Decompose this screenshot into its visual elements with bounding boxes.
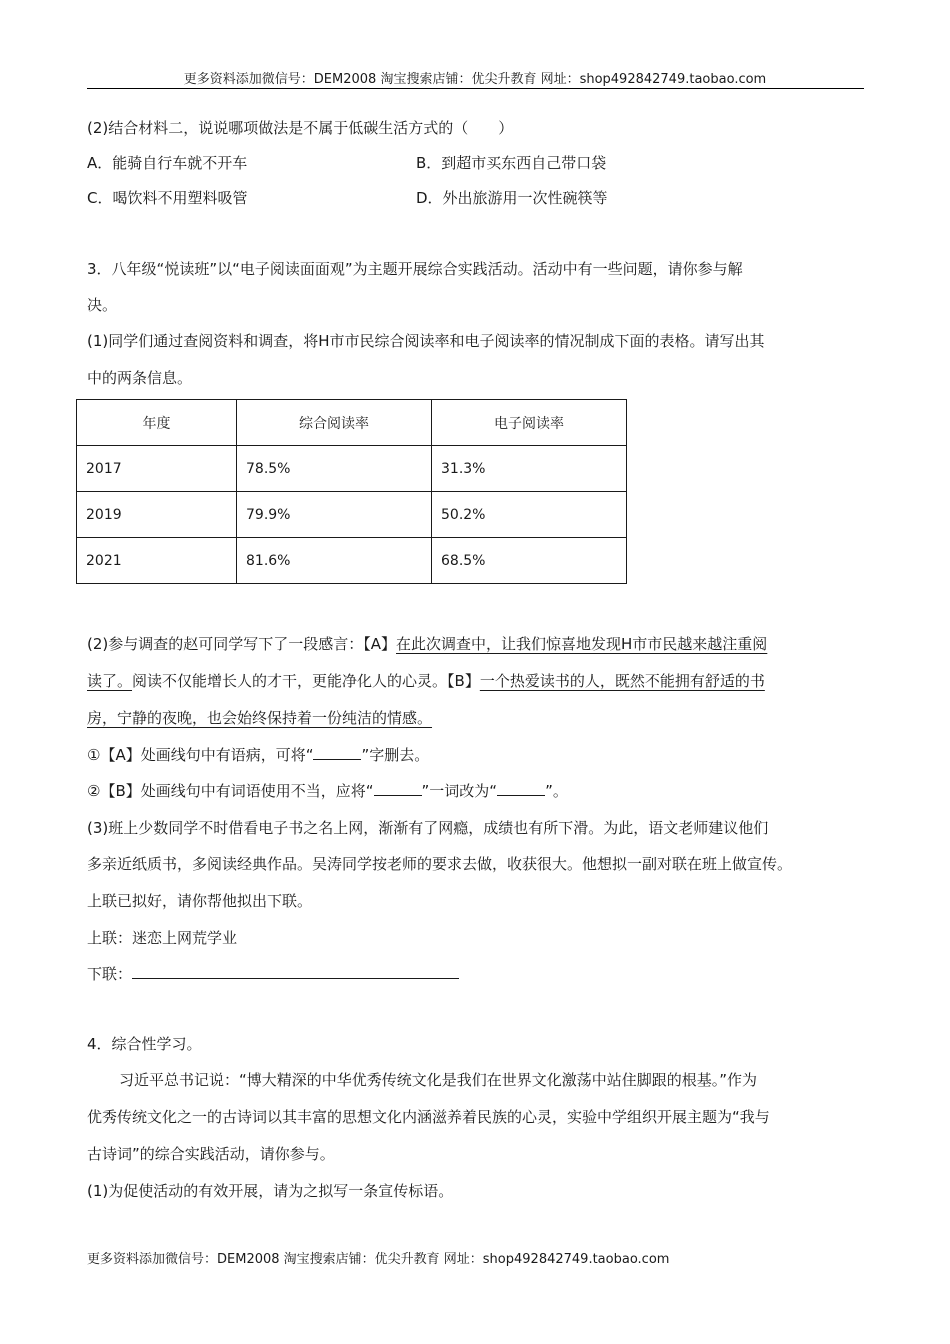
answer-blank[interactable] [313,745,361,760]
q3-sub1-line1: (1)同学们通过查阅资料和调查，将H市市民综合阅读率和电子阅读率的情况制成下面的表格。请写出其 [87,332,765,350]
header-year: 年度 [77,400,237,446]
mark-b: 【B】 [447,672,480,690]
lower-couplet: 下联： [87,963,459,984]
q3-sub2-line1 [87,633,767,654]
q4-para2: 优秀传统文化之一的古诗词以其丰富的思想文化内涵滋养着民族的心灵，实验中学组织开展主题为“我与 [87,1108,770,1126]
cell-digital-rate: 31.3% [432,446,627,492]
q4-para1: 习近平总书记说：“博大精深的中华优秀传统文化是我们在世界文化激荡中站住脚跟的根基。”作为 [119,1071,758,1089]
reading-rate-table [76,399,627,584]
cell-overall-rate: 79.9% [237,492,432,538]
option-c: C．喝饮料不用塑料吸管 [87,189,248,207]
answer-blank[interactable] [132,964,459,979]
sentence-b-part1: 一个热爱读书的人，既然不能拥有舒适的书 [479,672,765,690]
q3-line1: 3．八年级“悦读班”以“电子阅读面面观”为主题开展综合实践活动。活动中有一些问题，请你参与解 [87,260,743,278]
q3-sub1-line2: 中的两条信息。 [87,369,193,387]
q3-sub2-line3 [87,707,432,728]
header-digital-rate: 电子阅读率 [432,400,627,446]
cell-year: 2017 [77,446,237,492]
q3-item2: ②【B】处画线句中有词语使用不当，应将“ ”一词改为“ ”。 [87,782,568,800]
table-row [77,446,627,492]
cell-overall-rate: 81.6% [237,538,432,584]
header-divider [87,88,864,89]
cell-year: 2019 [77,492,237,538]
sentence-b-part2: 房，宁静的夜晚，也会始终保持着一份纯洁的情感。 [87,709,433,727]
upper-couplet: 上联：迷恋上网荒学业 [87,929,238,947]
answer-blank[interactable] [497,781,545,796]
q2-sub2: (2)结合材料二，说说哪项做法是不属于低碳生活方式的（ ） [87,119,514,137]
cell-digital-rate: 50.2% [432,492,627,538]
q3-sub3-line3: 上联已拟好，请你帮他拟出下联。 [87,892,313,910]
table-header-row [77,400,627,446]
table-row [77,538,627,584]
option-d: D．外出旅游用一次性碗筷等 [416,189,608,207]
sentence-a-part2: 读了。 [87,672,133,690]
cell-year: 2021 [77,538,237,584]
answer-blank[interactable] [374,781,422,796]
cell-digital-rate: 68.5% [432,538,627,584]
header-overall-rate: 综合阅读率 [237,400,432,446]
page-footer: 更多资料添加微信号：DEM2008 淘宝搜索店铺：优尖升教育 网址：shop492842749.taobao.com [87,1252,670,1267]
cell-overall-rate: 78.5% [237,446,432,492]
q3-sub3-line1: (3)班上少数同学不时借看电子书之名上网，渐渐有了网瘾，成绩也有所下滑。为此，语文老师建议他们 [87,819,769,837]
q3-item1: ①【A】处画线句中有语病，可将“ ”字删去。 [87,746,430,764]
q4-sub1: (1)为促使活动的有效开展，请为之拟写一条宣传标语。 [87,1182,454,1200]
q3-sub3-line2: 多亲近纸质书，多阅读经典作品。吴涛同学按老师的要求去做，收获很大。他想拟一副对联在班上做宣传。 [87,855,793,873]
sentence-a-part1: 在此次调查中，让我们惊喜地发现H市市民越来越注重阅 [396,635,768,653]
q4-line1: 4．综合性学习。 [87,1035,202,1053]
q3-line2: 决。 [87,296,118,314]
option-a: A．能骑自行车就不开车 [87,154,248,172]
option-b: B．到超市买东西自己带口袋 [416,154,607,172]
mark-a: 【A】 [363,635,397,653]
mid-text: 阅读不仅能增长人的才干，更能净化人的心灵。 [132,672,448,690]
table-row [77,492,627,538]
page-header: 更多资料添加微信号：DEM2008 淘宝搜索店铺：优尖升教育 网址：shop492842749.taobao.com [183,72,767,87]
q4-para3: 古诗词”的综合实践活动，请你参与。 [87,1145,335,1163]
q3-sub2-prefix: (2)参与调查的赵可同学写下了一段感言： [87,635,364,653]
q3-sub2-line2 [87,670,765,691]
